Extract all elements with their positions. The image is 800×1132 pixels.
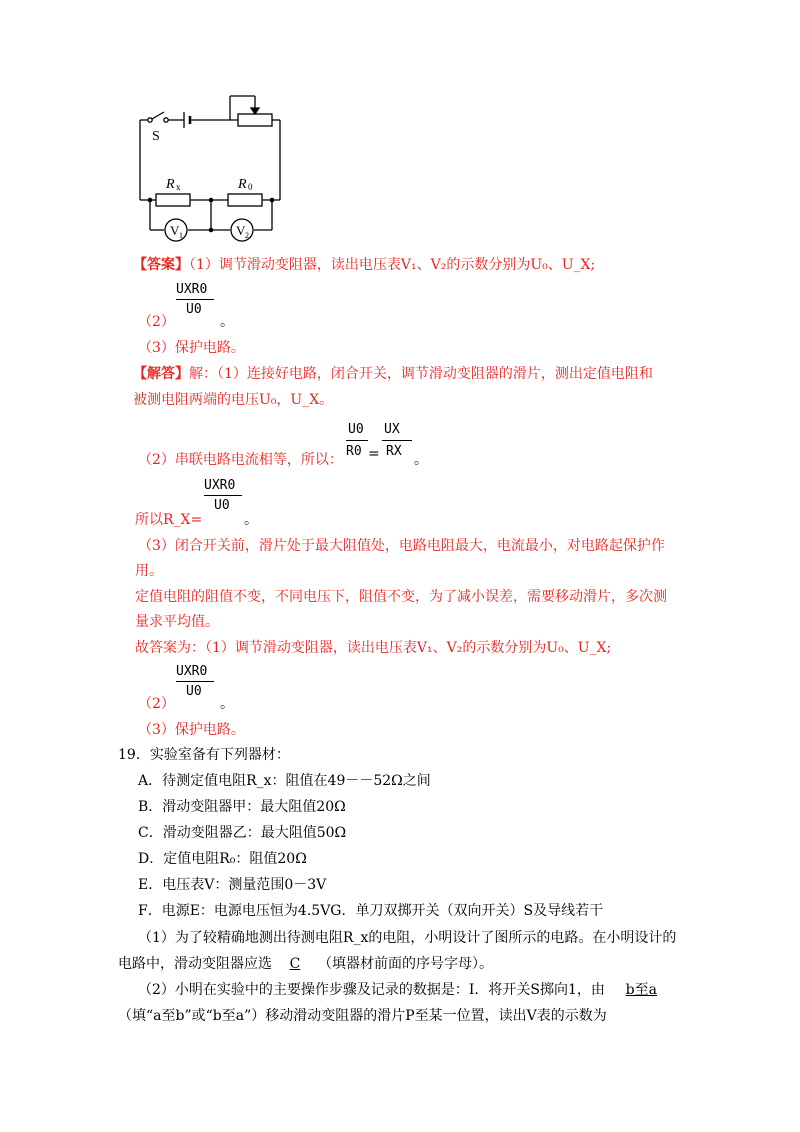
sol-l4-num: UXR0	[204, 478, 236, 493]
r0-sub: 0	[248, 182, 253, 192]
solution-line-10: （2）	[138, 696, 175, 712]
solution-line-2: 被测电阻两端的电压U₀，U_X。	[133, 392, 334, 408]
q19-part1-line2	[118, 954, 493, 974]
solution-fraction-3	[204, 478, 236, 513]
solution-line-11: （3）保护电路。	[138, 722, 245, 738]
solution-fraction-2	[382, 422, 402, 459]
solution-fraction-4	[176, 664, 208, 699]
solution-l10-suffix: 。	[220, 696, 234, 712]
solution-line-7: 定值电阻的阻值不变，不同电压下，阻值不变，为了减小误差，需要移动滑片，多次测	[135, 589, 667, 605]
rx-label: R	[166, 177, 175, 192]
answer-tag: 【答案】	[133, 257, 189, 273]
sol-f2-den: RX	[386, 444, 402, 459]
q19-part2-line2: （填“a至b”或“b至a”）移动滑动变阻器的滑片P至某一位置，读出V表的示数为	[118, 1008, 607, 1024]
sol-l4-den: U0	[214, 498, 230, 513]
q19-part2-line1	[138, 980, 657, 1000]
solution-l4-suffix: 。	[244, 512, 258, 528]
v1-sub: 1	[179, 231, 183, 240]
solution-text-1: 解：（1）连接好电路，闭合开关，调节滑动变阻器的滑片，测出定值电阻和	[189, 366, 653, 382]
answer-line-2	[138, 312, 175, 332]
solution-line-8: 量求平均值。	[135, 614, 219, 630]
solution-line-3: （2）串联电路电流相等，所以：	[138, 452, 343, 468]
q19-option-b: B．滑动变阻器甲：最大阻值20Ω	[138, 799, 346, 815]
q19-p2-answer: b至a	[625, 982, 657, 998]
q19-option-c: C．滑动变阻器乙：最大阻值50Ω	[138, 825, 347, 841]
solution-line-4: 所以R_X=	[135, 512, 203, 528]
q19-p1-answer: C	[289, 956, 301, 972]
q19-part1-line1: （1）为了较精确地测出待测电阻R_x的电阻，小明设计了图所示的电路。在小明设计的	[138, 930, 677, 946]
r0-label: R	[238, 177, 247, 192]
sol-l10-den: U0	[186, 684, 202, 699]
solution-tag: 【解答】	[133, 366, 189, 382]
answer-frac-num: UXR0	[176, 282, 208, 297]
solution-line-6: 用。	[135, 563, 163, 579]
solution-line-9: 故答案为：（1）调节滑动变阻器，读出电压表V₁、V₂的示数分别为U₀、U_X;	[135, 640, 612, 656]
rx-sub: x	[176, 182, 181, 192]
sol-l10-num: UXR0	[176, 664, 208, 679]
q19-p1-prefix: 电路中，滑动变阻器应选	[118, 956, 272, 972]
answer-frac-den: U0	[186, 302, 202, 317]
answer-fraction	[176, 282, 208, 317]
solution-line-5: （3）闭合开关前，滑片处于最大阻值处，电路电阻最大，电流最小，对电路起保护作	[138, 538, 665, 554]
answer-text-1: （1）调节滑动变阻器，读出电压表V₁、V₂的示数分别为U₀、U_X;	[189, 257, 596, 273]
q19-option-f: F．电源E：电源电压恒为4.5VG．单刀双掷开关（双向开关）S及导线若干	[138, 903, 604, 919]
q19-p1-suffix: （填器材前面的序号字母）。	[318, 956, 493, 972]
answer-line-3: （3）保护电路。	[138, 340, 245, 356]
sol-f1-den: R0	[346, 444, 362, 459]
v2-label: V	[236, 223, 246, 238]
v1-label: V	[170, 223, 180, 238]
q19-option-e: E．电压表V：测量范围0－3V	[138, 877, 327, 893]
answer-line-1	[133, 255, 595, 275]
answer-l2-suffix: 。	[220, 314, 234, 330]
q19-title: 19．实验室备有下列器材：	[118, 747, 290, 763]
q19-option-a: A．待测定值电阻R_x：阻值在49－－52Ω之间	[138, 773, 431, 789]
solution-l3-suffix: 。	[414, 452, 428, 468]
solution-line-1	[133, 364, 653, 384]
switch-label: S	[152, 129, 160, 144]
solution-equals: =	[368, 446, 380, 462]
q19-p2-prefix: （2）小明在实验中的主要操作步骤及记录的数据是：Ⅰ．将开关S掷向1，由	[138, 982, 605, 998]
answer-l2-prefix: （2）	[138, 314, 175, 330]
sol-f2-num: UX	[384, 422, 400, 437]
solution-fraction-1	[346, 422, 364, 459]
v2-sub: 2	[245, 231, 249, 240]
circuit-diagram	[130, 90, 290, 245]
sol-f1-num: U0	[348, 422, 364, 437]
q19-option-d: D．定值电阻R₀：阻值20Ω	[138, 851, 307, 867]
